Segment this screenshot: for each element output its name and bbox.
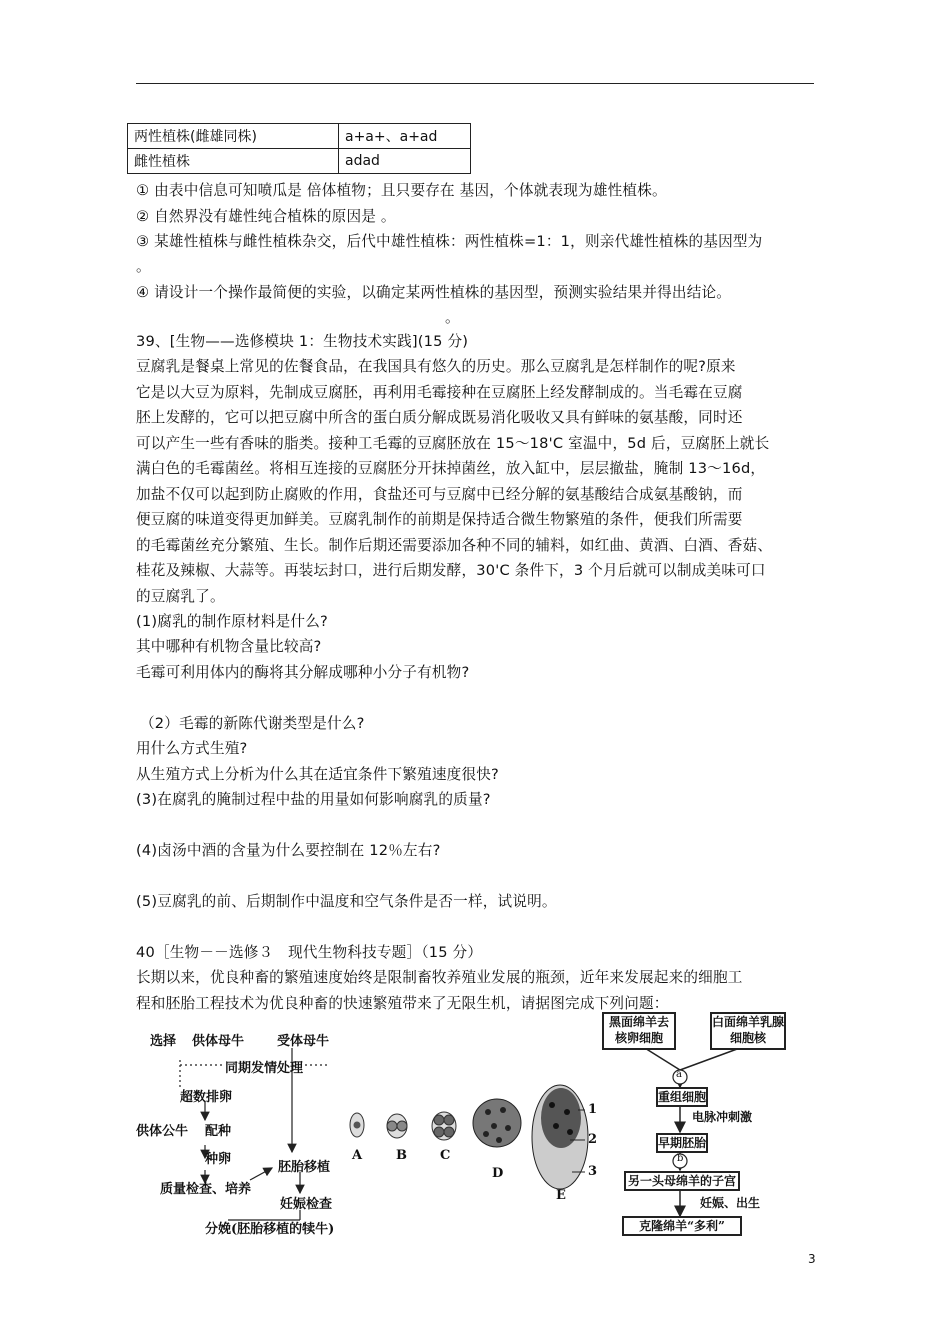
- embryo-stage-b: [387, 1114, 407, 1138]
- fig-label-donor-cow: 供体母牛: [192, 1034, 245, 1049]
- q38-line3-end: 。: [136, 258, 151, 275]
- fig-label-superovulation: 超数排卵: [180, 1090, 233, 1105]
- fig-label-mating: 配种: [205, 1124, 232, 1139]
- q39-question-2b: 用什么方式生殖?: [136, 740, 248, 757]
- embryo-stage-d: [473, 1099, 521, 1147]
- fig-label-recipient-cow: 受体母牛: [277, 1034, 330, 1049]
- q39-question-2a: （2）毛霉的新陈代谢类型是什么?: [140, 715, 365, 732]
- q40-title: 40［生物－－选修３ 现代生物科技专题］（15 分）: [136, 944, 483, 961]
- embryo-stage-a: [350, 1113, 364, 1137]
- fig-label-pulse: 电脉冲刺激: [692, 1110, 753, 1124]
- q39-paragraph-line: 可以产生一些有香味的脂类。接种工毛霉的豆腐胚放在 15～18'C 室温中，5d 后，豆腐胚上就长: [136, 435, 770, 452]
- page-number: 3: [808, 1252, 816, 1266]
- embryo-stage-e: [532, 1085, 588, 1189]
- q39-title: 39、[生物——选修模块 1：生物技术实践](15 分): [136, 333, 469, 350]
- stage-label-c: C: [440, 1148, 451, 1163]
- q39-paragraph-line: 它是以大豆为原料，先制成豆腐胚，再利用毛霉接种在豆腐胚上经发酵制成的。当毛霉在豆腐: [136, 384, 743, 401]
- part-label-2: 2: [588, 1132, 598, 1147]
- q39-question-1a: (1)腐乳的制作原材料是什么?: [136, 613, 328, 630]
- box-white-sheep-nucleus: 白面绵羊乳腺细胞核: [710, 1012, 786, 1050]
- fig-label-preg-birth: 妊娠、出生: [700, 1196, 761, 1210]
- q39-paragraph-line: 桂花及辣椒、大蒜等。再装坛封口，进行后期发酵，30'C 条件下，3 个月后就可以制成美味可口: [136, 562, 766, 579]
- box-early-embryo: 早期胚胎: [656, 1133, 708, 1153]
- q40-paragraph-line: 长期以来，优良种畜的繁殖速度始终是限制畜牧养殖业发展的瓶颈，近年来发展起来的细胞工: [136, 969, 743, 986]
- box-dolly: 克隆绵羊“多利”: [622, 1216, 742, 1236]
- q38-line4: ④ 请设计一个操作最简便的实验，以确定某两性植株的基因型，预测实验结果并得出结论。: [136, 284, 732, 301]
- fig-label-select: 选择: [150, 1034, 177, 1049]
- fig-label-transfer: 胚胎移植: [278, 1160, 331, 1175]
- q39-paragraph-line: 便豆腐的味道变得更加鲜美。豆腐乳制作的前期是保持适合微生物繁殖的条件，便我们所需要: [136, 511, 743, 528]
- fig-label-birth: 分娩(胚胎移植的犊牛): [205, 1222, 335, 1237]
- q39-question-3: (3)在腐乳的腌制过程中盐的用量如何影响腐乳的质量?: [136, 791, 491, 808]
- q39-question-1b: 其中哪种有机物含量比较高?: [136, 638, 322, 655]
- q38-line2: ② 自然界没有雄性纯合植株的原因是 。: [136, 208, 396, 225]
- q39-question-5: (5)豆腐乳的前、后期制作中温度和空气条件是否一样，试说明。: [136, 893, 557, 910]
- fig-label-donor-bull: 供体公牛: [136, 1124, 189, 1139]
- q39-question-1c: 毛霉可利用体内的酶将其分解成哪种小分子有机物?: [136, 664, 470, 681]
- part-label-1: 1: [588, 1102, 598, 1117]
- q39-paragraph-line: 的毛霉菌丝充分繁殖、生长。制作后期还需要添加各种不同的辅料，如红曲、黄酒、白酒、香菇、: [136, 537, 773, 554]
- table-cell: 两性植株(雌雄同株): [128, 124, 339, 149]
- fig-label-pregnancy: 妊娠检查: [280, 1197, 333, 1212]
- step-b-label: b: [677, 1153, 684, 1164]
- q39-question-2c: 从生殖方式上分析为什么其在适宜条件下繁殖速度很快?: [136, 766, 499, 783]
- q39-paragraph-line: 豆腐乳是餐桌上常见的佐餐食品，在我国具有悠久的历史。那么豆腐乳是怎样制作的呢?原来: [136, 358, 736, 375]
- stage-label-d: D: [492, 1166, 504, 1181]
- step-a-label: a: [676, 1069, 682, 1080]
- q40-paragraph-line: 程和胚胎工程技术为优良种畜的快速繁殖带来了无限生机，请据图完成下列问题：: [136, 995, 669, 1012]
- q39-paragraph-line: 胚上发酵的，它可以把豆腐中所含的蛋白质分解成既易消化吸收又具有鲜味的氨基酸，同时还: [136, 409, 743, 426]
- q39-paragraph-line: 加盐不仅可以起到防止腐败的作用，食盐还可与豆腐中已经分解的氨基酸结合成氨基酸钠，而: [136, 486, 743, 503]
- q38-line3: ③ 某雄性植株与雌性植株杂交，后代中雄性植株：两性植株=1：1，则亲代雄性植株的基因型为: [136, 233, 763, 250]
- q38-line1: ① 由表中信息可知喷瓜是 倍体植物；且只要存在 基因，个体就表现为雄性植株。: [136, 182, 667, 199]
- box-recombinant-cell: 重组细胞: [656, 1087, 708, 1107]
- q39-paragraph-line: 的豆腐乳了。: [136, 588, 225, 605]
- q38-line4-end: 。: [445, 309, 460, 326]
- table-cell: a+a+、a+ad: [339, 124, 471, 149]
- q39-question-4: (4)卤汤中酒的含量为什么要控制在 12％左右?: [136, 842, 441, 859]
- stage-label-e: E: [556, 1188, 566, 1203]
- table-cell: adad: [339, 149, 471, 174]
- embryo-stage-c: [432, 1112, 456, 1140]
- box-surrogate-uterus: 另一头母绵羊的子宫: [624, 1171, 740, 1191]
- stage-label-a: A: [352, 1148, 363, 1163]
- fig-label-synchrony: 同期发情处理: [225, 1061, 304, 1076]
- stage-label-b: B: [396, 1148, 407, 1163]
- q39-paragraph-line: 满白色的毛霉菌丝。将相互连接的豆腐胚分开抹掉菌丝，放入缸中，层层撤盐，腌制 13～16d，: [136, 460, 766, 477]
- fig-label-egg: 种卵: [205, 1152, 232, 1167]
- fig-label-qc: 质量检查、培养: [160, 1182, 252, 1197]
- table-cell: 雌性植株: [128, 149, 339, 174]
- part-label-3: 3: [588, 1164, 598, 1179]
- box-black-sheep-egg: 黑面绵羊去核卵细胞: [602, 1012, 676, 1050]
